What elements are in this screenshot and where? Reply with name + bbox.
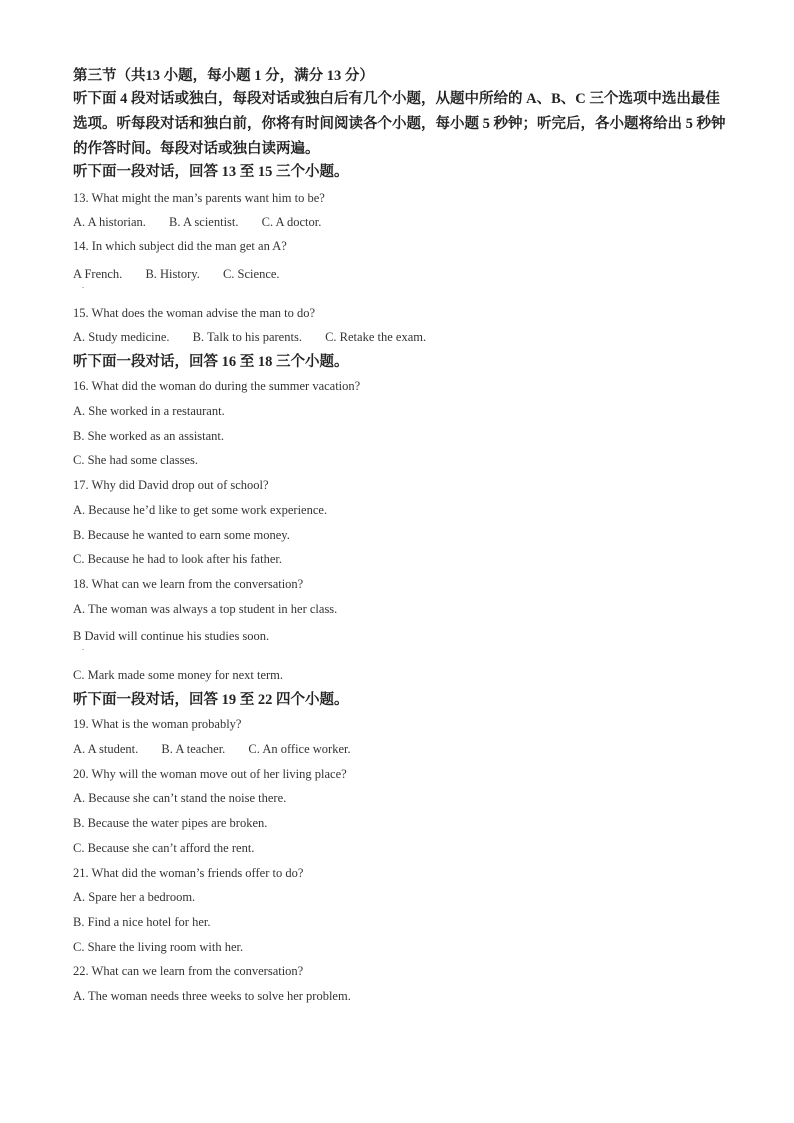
option-18-c[interactable]: C. Mark made some money for next term. [73,668,284,682]
option-19-a[interactable]: A. A student. [73,742,139,756]
question-17: 17. Why did David drop out of school? [73,478,269,492]
option-17-b[interactable]: B. Because he wanted to earn some money. [73,528,290,542]
option-13-c[interactable]: C. A doctor. [261,215,322,229]
option-19-c[interactable]: C. An office worker. [248,742,351,756]
option-18-a[interactable]: A. The woman was always a top student in her class. [73,602,338,616]
listening-instructions: 听下面 4 段对话或独白，每段对话或独白后有几个小题，从题中所给的 A、B、C 三个选项中选出最佳选项。听每段对话和独白前，你将有时间阅读各个小题，每小题 5 秒钟；听完后，各小题将给出 5 秒钟的作答时间。每段对话或独白读两遍。 [73,91,726,157]
option-21-b[interactable]: B. Find a nice hotel for her. [73,915,211,929]
option-14-c[interactable]: C. Science. [222,267,280,281]
option-16-b[interactable]: B. She worked as an assistant. [73,429,225,443]
option-16-c[interactable]: C. She had some classes. [73,453,198,467]
options-19 [73,741,351,757]
stray-dot: . [82,643,84,652]
question-15: 15. What does the woman advise the man to do? [73,306,316,320]
question-20: 20. Why will the woman move out of her living place? [73,767,347,781]
option-20-a[interactable]: A. Because she can’t stand the noise there. [73,791,287,805]
option-15-c[interactable]: C. Retake the exam. [325,330,427,344]
dialogue-heading-19-22: 听下面一段对话，回答 19 至 22 四个小题。 [73,692,349,708]
option-20-b[interactable]: B. Because the water pipes are broken. [73,816,268,830]
dialogue-heading-13-15: 听下面一段对话，回答 13 至 15 三个小题。 [73,164,349,180]
option-16-a[interactable]: A. She worked in a restaurant. [73,404,225,418]
question-13: 13. What might the man’s parents want him to be? [73,191,325,205]
question-18: 18. What can we learn from the conversation? [73,577,304,591]
option-21-c[interactable]: C. Share the living room with her. [73,940,244,954]
option-17-c[interactable]: C. Because he had to look after his father. [73,552,282,566]
question-22: 22. What can we learn from the conversation? [73,964,304,978]
options-14 [73,266,280,282]
section-title: 第三节（共13 小题，每小题 1 分，满分 13 分） [73,68,374,84]
question-21: 21. What did the woman’s friends offer to do? [73,866,304,880]
option-19-b[interactable]: B. A teacher. [161,742,226,756]
option-13-a[interactable]: A. A historian. [73,215,146,229]
option-15-a[interactable]: A. Study medicine. [73,330,170,344]
options-13 [73,214,321,230]
dialogue-heading-16-18: 听下面一段对话，回答 16 至 18 三个小题。 [73,354,349,370]
option-22-a[interactable]: A. The woman needs three weeks to solve her problem. [73,989,351,1003]
question-19: 19. What is the woman probably? [73,717,242,731]
options-15 [73,329,426,345]
option-18-b[interactable]: B David will continue his studies soon. [73,629,270,643]
option-14-b[interactable]: B. History. [145,267,200,281]
question-14: 14. In which subject did the man get an A? [73,239,287,253]
option-14-a[interactable]: A French. [73,267,123,281]
option-15-b[interactable]: B. Talk to his parents. [192,330,302,344]
stray-dot: . [82,281,84,290]
option-17-a[interactable]: A. Because he’d like to get some work experience. [73,503,328,517]
question-16: 16. What did the woman do during the summer vacation? [73,379,361,393]
option-21-a[interactable]: A. Spare her a bedroom. [73,890,196,904]
option-20-c[interactable]: C. Because she can’t afford the rent. [73,841,255,855]
option-13-b[interactable]: B. A scientist. [169,215,239,229]
